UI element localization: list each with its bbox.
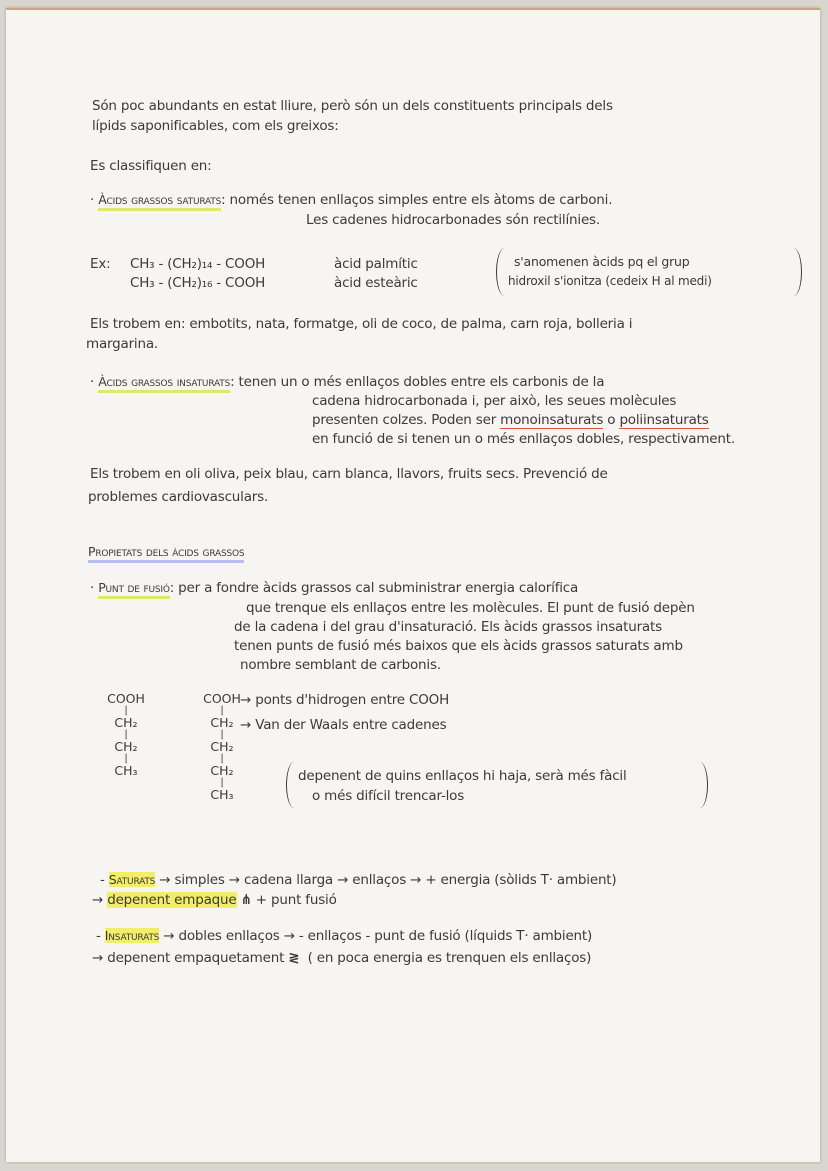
poli-term: poliinsaturats	[619, 412, 709, 428]
formula-palmitic: CH₃ - (CH₂)₁₄ - COOH	[130, 256, 266, 272]
bond-note-1: depenent de quins enllaços hi haja, serà més fàcil	[298, 768, 627, 784]
bond: |	[220, 777, 224, 788]
unsaturated-tag: Insaturats	[104, 928, 160, 943]
text: o	[603, 412, 620, 428]
text: → simples → cadena llarga → enllaços → + energia (sòlids T· ambient)	[155, 872, 617, 888]
acid-note-2: hidroxil s'ionitza (cedeix H al medi)	[508, 274, 712, 288]
melting-item: · Punt de fusió: per a fondre àcids grassos cal subministrar energia calorífica	[90, 580, 578, 596]
melting-desc-3: de la cadena i del grau d'insaturació. Els àcids grassos insaturats	[234, 619, 662, 635]
group: COOH	[107, 691, 145, 706]
properties-heading: Propietats dels àcids grassos	[88, 544, 244, 563]
unsaturated-label: Àcids grassos insaturats	[98, 374, 230, 393]
group: CH₂	[114, 739, 138, 754]
saturated-item: · Àcids grassos saturats: només tenen enllaços simples entre els àtoms de carboni.	[90, 192, 612, 208]
bond: |	[124, 729, 128, 740]
name-stearic: àcid esteàric	[334, 275, 418, 291]
saturated-desc-2: Les cadenes hidrocarbonades són rectilínies.	[306, 212, 600, 228]
found-saturated-2: margarina.	[86, 336, 158, 352]
saturated-structure	[106, 692, 146, 778]
classify-text: Es classifiquen en:	[90, 158, 212, 174]
melting-label: Punt de fusió	[98, 580, 170, 599]
melting-desc-2: que trenque els enllaços entre les molècules. El punt de fusió depèn	[246, 600, 695, 616]
unsaturated-desc-3	[312, 412, 709, 428]
depenent-tag: depenent empaque	[107, 892, 237, 908]
saturated-label: Àcids grassos saturats	[98, 192, 221, 211]
mono-term: monoinsaturats	[500, 412, 604, 428]
found-saturated-1: Els trobem en: embotits, nata, formatge, oli de coco, de palma, carn roja, bolleria i	[90, 316, 633, 332]
unsaturated-desc: : tenen un o més enllaços dobles entre els carbonis de la	[230, 374, 605, 390]
summary-saturated	[100, 872, 616, 888]
group: CH₂	[210, 739, 234, 754]
van-der-waals-note: → Van der Waals entre cadenes	[240, 717, 447, 733]
unsaturated-item: · Àcids grassos insaturats: tenen un o més enllaços dobles entre els carbonis de la	[90, 374, 604, 390]
hydrogen-bonds-note: → ponts d'hidrogen entre COOH	[240, 692, 450, 708]
found-unsaturated-2: problemes cardiovasculars.	[88, 489, 269, 505]
saturated-tag: Saturats	[108, 872, 156, 887]
saturated-desc: : només tenen enllaços simples entre els àtoms de carboni.	[221, 192, 613, 208]
unsaturated-desc-4: en funció de si tenen un o més enllaços dobles, respectivament.	[312, 431, 735, 447]
found-unsaturated-1: Els trobem en oli oliva, peix blau, carn blanca, llavors, fruits secs. Prevenció de	[90, 466, 608, 482]
text: ( en poca energia es trenquen els enllaços)	[307, 950, 592, 966]
text: + punt fusió	[251, 892, 337, 908]
example-prefix: Ex:	[90, 256, 111, 272]
summary-unsaturated	[96, 928, 592, 944]
kinked-chain-icon: ≷	[288, 950, 300, 966]
group: CH₂	[210, 715, 234, 730]
intro-line-2: lípids saponificables, com els greixos:	[92, 118, 339, 134]
bond-note-2: o més difícil trencar-los	[312, 788, 465, 804]
intro-line-1: Són poc abundants en estat lliure, però són un dels constituents principals dels	[92, 98, 613, 114]
bond: |	[220, 753, 224, 764]
text: → dobles enllaços → - enllaços - punt de fusió (líquids T· ambient)	[159, 928, 593, 944]
unsaturated-structure	[202, 692, 242, 802]
group: CH₃	[114, 763, 138, 778]
bond: |	[220, 729, 224, 740]
group: CH₃	[210, 787, 234, 802]
group: CH₂	[114, 715, 138, 730]
arrow: →	[92, 892, 108, 908]
dash: -	[96, 928, 105, 944]
melting-desc-4: tenen punts de fusió més baixos que els àcids grassos saturats amb	[234, 638, 683, 654]
name-palmitic: àcid palmític	[334, 256, 418, 272]
bond: |	[124, 705, 128, 716]
melting-desc-5: nombre semblant de carbonis.	[240, 657, 441, 673]
group: CH₂	[210, 763, 234, 778]
unsaturated-desc-2: cadena hidrocarbonada i, per això, les seues molècules	[312, 393, 677, 409]
text: presenten colzes. Poden ser	[312, 412, 501, 428]
summary-saturated-2	[92, 892, 337, 908]
acid-note-1: s'anomenen àcids pq el grup	[514, 254, 690, 269]
bond: |	[124, 753, 128, 764]
group: COOH	[203, 691, 241, 706]
packing-icon: ⋔	[240, 892, 252, 908]
formula-stearic: CH₃ - (CH₂)₁₆ - COOH	[130, 275, 266, 291]
text: → depenent empaquetament	[92, 950, 285, 966]
melting-desc: : per a fondre àcids grassos cal subministrar energia calorífica	[169, 580, 579, 596]
notebook-page	[6, 8, 820, 1162]
dash: -	[100, 872, 109, 888]
bond: |	[220, 705, 224, 716]
summary-unsaturated-2	[92, 950, 591, 966]
